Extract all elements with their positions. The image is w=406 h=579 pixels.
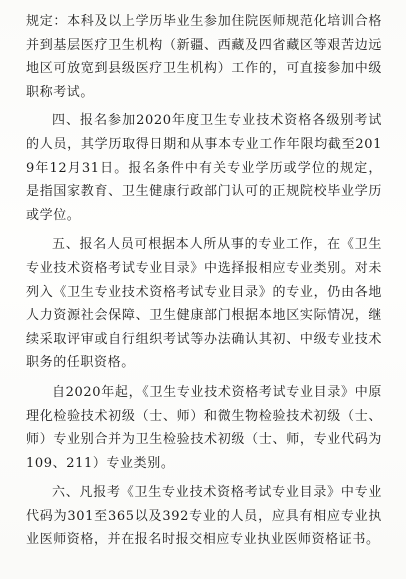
document-body	[26, 10, 382, 552]
paragraph-intro: 规定：本科及以上学历毕业生参加住院医师规范化培训合格并到基层医疗卫生机构（新疆、西藏及四省藏区等艰苦边远地区可放宽到县级医疗卫生机构）工作的，可直接参加中级职称考试。	[26, 14, 382, 100]
paragraph-section-four: 四、报名参加2020年度卫生专业技术资格各级别考试的人员，其学历取得日期和从事本专业工作年限均截至2019年12月31日。报名条件中有关专业学历或学位的规定，是指国家教育、卫生健康行政部门认可的正规院校毕业学历或学位。	[26, 113, 382, 223]
paragraph-section-six: 六、凡报考《卫生专业技术资格考试专业目录》中专业代码为301至365以及392专业的人员，应具有相应专业执业医师资格，并在报名时报交相应专业执业医师资格证书。	[26, 485, 382, 548]
paragraph-section-five: 五、报名人员可根据本人所从事的专业工作，在《卫生专业技术资格考试专业目录》中选择报相应专业类别。对未列入《卫生专业技术资格考试专业目录》的专业，仍由各地人力资源社会保障、卫生健康部门根据本地区实际情况，继续采取评审或自行组织考试等办法确认其初、中级专业技术职务的任职资格。	[26, 237, 382, 371]
paragraph-2020-merge: 自2020年起，《卫生专业技术资格考试专业目录》中原理化检验技术初级（士、师）和微生物检验技术初级（士、师）专业别合并为卫生检验技术初级（士、师，专业代码为109、211）专业类别。	[26, 384, 382, 471]
